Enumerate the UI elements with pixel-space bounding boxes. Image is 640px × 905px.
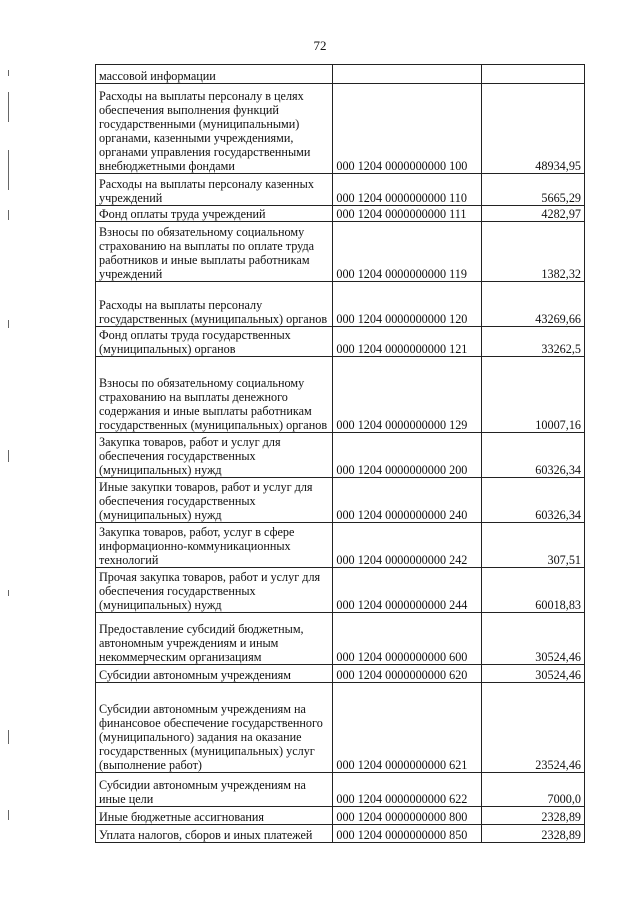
row-code: 000 1204 0000000000 622 <box>333 773 482 807</box>
row-name: Субсидии автономным учреждениям на иные цели <box>96 773 333 807</box>
table-row <box>96 613 585 665</box>
row-sum: 10007,16 <box>482 357 585 433</box>
row-sum: 4282,97 <box>482 206 585 222</box>
table-row <box>96 65 585 84</box>
row-name: Закупка товаров, работ, услуг в сфере информационно-коммуникационных технологий <box>96 523 333 568</box>
row-name: Субсидии автономным учреждениям на финансовое обеспечение государственного (муниципального) задания на оказание государственных (муниципальных) услуг (выполнение работ) <box>96 683 333 773</box>
row-sum: 23524,46 <box>482 683 585 773</box>
table-row <box>96 282 585 327</box>
row-code: 000 1204 0000000000 800 <box>333 807 482 825</box>
row-sum: 60326,34 <box>482 478 585 523</box>
row-code: 000 1204 0000000000 620 <box>333 665 482 683</box>
table-row <box>96 568 585 613</box>
table-row <box>96 807 585 825</box>
table-row <box>96 433 585 478</box>
row-name: Взносы по обязательному социальному страхованию на выплаты денежного содержания и иные выплаты работникам государственных (муниципальных) органов <box>96 357 333 433</box>
row-name: Расходы на выплаты персоналу государственных (муниципальных) органов <box>96 282 333 327</box>
row-name: Прочая закупка товаров, работ и услуг для обеспечения государственных (муниципальных) нужд <box>96 568 333 613</box>
page-number: 72 <box>313 38 327 53</box>
row-sum: 48934,95 <box>482 84 585 174</box>
row-name: Фонд оплаты труда государственных (муниципальных) органов <box>96 327 333 357</box>
row-sum: 5665,29 <box>482 174 585 206</box>
budget-table <box>95 64 585 843</box>
row-sum: 60018,83 <box>482 568 585 613</box>
table-row <box>96 327 585 357</box>
margin-binding-marks <box>8 30 14 880</box>
row-code: 000 1204 0000000000 200 <box>333 433 482 478</box>
row-name: Иные закупки товаров, работ и услуг для обеспечения государственных (муниципальных) нужд <box>96 478 333 523</box>
table-row <box>96 825 585 843</box>
row-code: 000 1204 0000000000 621 <box>333 683 482 773</box>
row-code: 000 1204 0000000000 244 <box>333 568 482 613</box>
row-name: массовой информации <box>96 65 333 84</box>
row-code: 000 1204 0000000000 240 <box>333 478 482 523</box>
row-sum: 2328,89 <box>482 807 585 825</box>
row-name: Фонд оплаты труда учреждений <box>96 206 333 222</box>
table-row <box>96 357 585 433</box>
row-sum: 30524,46 <box>482 613 585 665</box>
row-name: Закупка товаров, работ и услуг для обеспечения государственных (муниципальных) нужд <box>96 433 333 478</box>
row-name: Взносы по обязательному социальному страхованию на выплаты по оплате труда работников и иные выплаты работникам учреждений <box>96 222 333 282</box>
row-sum: 1382,32 <box>482 222 585 282</box>
row-sum: 2328,89 <box>482 825 585 843</box>
row-name: Уплата налогов, сборов и иных платежей <box>96 825 333 843</box>
table-row <box>96 478 585 523</box>
row-code: 000 1204 0000000000 121 <box>333 327 482 357</box>
row-code: 000 1204 0000000000 100 <box>333 84 482 174</box>
row-code <box>333 65 482 84</box>
row-name: Субсидии автономным учреждениям <box>96 665 333 683</box>
row-code: 000 1204 0000000000 242 <box>333 523 482 568</box>
row-code: 000 1204 0000000000 600 <box>333 613 482 665</box>
row-sum: 60326,34 <box>482 433 585 478</box>
row-code: 000 1204 0000000000 111 <box>333 206 482 222</box>
row-name: Расходы на выплаты персоналу казенных учреждений <box>96 174 333 206</box>
table-row <box>96 174 585 206</box>
row-sum: 33262,5 <box>482 327 585 357</box>
table-row <box>96 84 585 174</box>
row-code: 000 1204 0000000000 129 <box>333 357 482 433</box>
row-sum: 43269,66 <box>482 282 585 327</box>
row-sum: 307,51 <box>482 523 585 568</box>
row-code: 000 1204 0000000000 110 <box>333 174 482 206</box>
row-name: Предоставление субсидий бюджетным, автономным учреждениям и иным некоммерческим организациям <box>96 613 333 665</box>
row-code: 000 1204 0000000000 120 <box>333 282 482 327</box>
row-name: Расходы на выплаты персоналу в целях обеспечения выполнения функций государственными (муниципальными) органами, казенными учреждениями, органами управления государственными внебюджетными фондами <box>96 84 333 174</box>
row-name: Иные бюджетные ассигнования <box>96 807 333 825</box>
table-row <box>96 665 585 683</box>
row-sum <box>482 65 585 84</box>
row-code: 000 1204 0000000000 119 <box>333 222 482 282</box>
table-row <box>96 683 585 773</box>
row-sum: 30524,46 <box>482 665 585 683</box>
row-code: 000 1204 0000000000 850 <box>333 825 482 843</box>
table-row <box>96 206 585 222</box>
table-row <box>96 222 585 282</box>
row-sum: 7000,0 <box>482 773 585 807</box>
table-row <box>96 773 585 807</box>
table-row <box>96 523 585 568</box>
